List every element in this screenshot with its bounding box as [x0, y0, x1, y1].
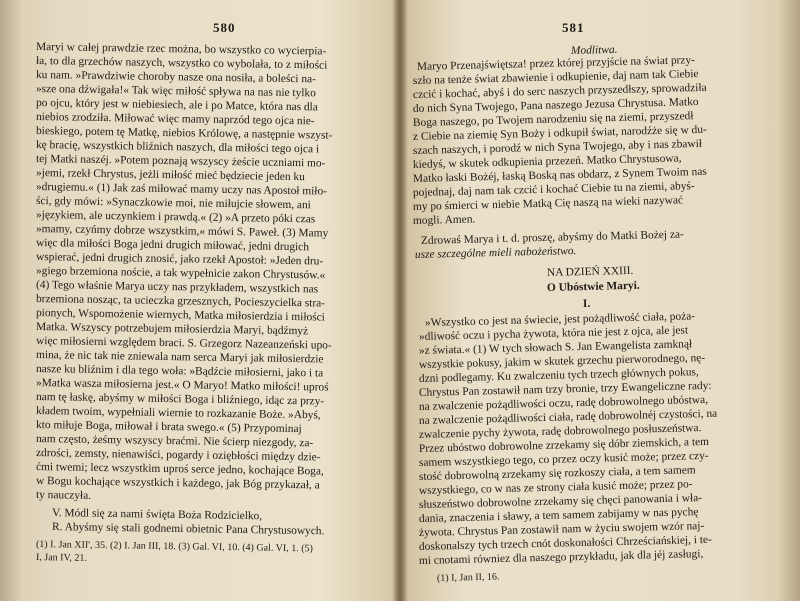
body-line: »z świata.« (1) W tych słowach S. Jan Ewangelista zamknął	[418, 338, 693, 357]
text-line: »Matka wasza miłosierna jest.« O Maryo! Matko miłości! uproś	[35, 377, 329, 394]
body-line: na zwalczenie pożądliwości ciała, radę dobrowolnéj czystości, na	[418, 407, 718, 427]
prayer-line: z Ciebie na ziemię Syn Boży i odkupił świat, narodźże się w du-	[412, 123, 707, 143]
text-line: kto miłuje Boga, miłował i brata swego.« (5) Przypominaj	[35, 419, 302, 436]
text-line: ści, gdy mówi: »Synaczkowie moi, nie miłujcie słowem, ani	[35, 195, 311, 212]
body-line: żywota. Chrystus Pan zostawił nam w życiu swojem wzór naj-	[418, 520, 705, 539]
text-line: więc dla miłości Boga jedni drugich miłować, jedni drugich	[35, 237, 310, 254]
section-mark: I.	[582, 297, 591, 310]
body-line: wszystkie pokusy, jakim w skutek grzechu pierworodnego, nę-	[418, 352, 706, 371]
text-line: Maryi w całej prawdzie rzec można, bo wszystko co wycierpia-	[35, 41, 327, 58]
text-line: kę bracię, wszystkich bliźnich naszych, dla miłości tego ojca i	[35, 139, 320, 156]
page-number-right: 581	[562, 20, 585, 35]
prayer-line: pojednaj, daj nam tak czcić i kochać Ciebie tu na ziemi, abyś-	[412, 180, 695, 199]
prayer-line: Matko łaski Bożéj, łaską Boską nas obdarz, z Synem Twoim nas	[412, 165, 707, 185]
response-line: R. Abyśmy się stali godnemi obietnic Pana Chrystusowych.	[51, 521, 325, 538]
prayer-line: czcić i kochać, abyś i do serc naszych przyszedłszy, sprowadziła	[412, 81, 707, 101]
prayer-line: Boga naszego, po Twojem narodzeniu się na ziemi, przyszedł	[412, 110, 694, 129]
footnote-line: I, Jan IV, 21.	[35, 552, 88, 564]
text-line: bieskiego, potem tę Matkę, niebios Królowę, a następnie wszyst-	[35, 125, 333, 142]
day-title: NA DZIEŃ XXIII.	[546, 264, 634, 279]
text-line: »mamy, czyńmy dobrze wszystkim,« mówi S. Paweł. (3) Mamy	[35, 223, 329, 240]
text-line: (4) Tego właśnie Marya uczy nas przykładem, wszystkich nas	[35, 279, 319, 296]
text-line: tej Matki naszéj. »Potem poznają wszyscy żeście uczniami mo-	[35, 153, 326, 170]
text-line: Matka. Wszyscy potrzebujem miłosierdzia Maryi, bądźmyż	[35, 321, 309, 338]
body-line: »dliwość oczu i pycha żywota, która nie jest z ojca, ale jest	[418, 324, 689, 343]
prayer-line: szach naszych, i porodź w nich Syna Twojego, aby i nas zbawił	[412, 137, 703, 157]
body-line: »Wszystko co jest na świecie, jest pożądliwość ciała, poża-	[424, 310, 696, 329]
body-line: dania, znaczenia i sławy, a tem samem zabijamy w nas pychę	[418, 506, 699, 525]
text-line: ty nauczyła.	[35, 489, 92, 502]
prayer-line: mogli. Amen.	[412, 213, 476, 227]
page-edge-shadow	[778, 0, 800, 601]
text-line: kładem twoim, wypełniali wiernie to rozkazanie Boże. »Abyś,	[35, 405, 321, 422]
body-line: dzni podlegamy. Ku zwalczeniu tych trzech głównych pokus,	[418, 366, 699, 385]
body-line: na zwalczenie pożądliwości oczu, radę dobrowolnego ubóstwa,	[418, 393, 709, 413]
text-line: »językiem, ale uczynkiem i prawdą.« (2) »A przeto póki czas	[35, 209, 316, 226]
body-line: Przez ubóstwo dobrowolne zrzekamy się dóbr ziemskich, a tem	[418, 435, 710, 455]
footnote-line: (1) I, Jan II, 16.	[436, 571, 500, 584]
text-line: mina, że nic tak nie zniewala nam serca Maryi jak miłosierdzie	[35, 349, 324, 366]
footnote-line: (1) I. Jan XII', 35. (2) I. Jan III, 18. (3) Gal. VI, 10. (4) Gal. VI, 1. (5)	[35, 539, 313, 555]
prayer-line: do nich Syna Twojego, Pana naszego Jezusa Chrystusa. Matko	[412, 96, 699, 115]
day-subtitle: O Ubóstwie Maryi.	[546, 279, 640, 294]
prayer-heading: Modlitwa.	[570, 43, 618, 57]
text-line: zdrości, zemsty, nienawiści, pogardy i oziębłości między dzie-	[35, 447, 321, 464]
text-line: więc miłosierni względem braci. S. Grzegorz Nazeanzeński upo-	[35, 335, 332, 352]
prayer-line: szło na tenże świat zbawienie i odkupienie, daj nam tak Ciebie	[412, 68, 699, 87]
text-line: »giego brzemiona noście, a tak wypełnicie zakon Chrystusów.«	[35, 265, 326, 282]
versicle-line: V. Módl się za nami święta Boża Rodzicielko,	[51, 507, 263, 523]
right-page	[401, 0, 800, 601]
text-line: nasze ku bliźnim i dla tego woła: »Bądźcie miłosierni, jako i ta	[35, 363, 324, 380]
text-line: ku nam. »Prawdziwie choroby nasze ona nosiła, a boleści na-	[35, 69, 317, 86]
zdrowas-line: usze szczególne mieli nabożeństwo.	[414, 245, 577, 261]
prayer-line: Maryo Przenajświętsza! przez której przyjście na świat przy-	[416, 54, 696, 73]
text-line: brzemiona nosząc, ta ucieczka grzesznych, Pocieszycielka stra-	[35, 293, 326, 310]
page-edge-shadow	[0, 0, 22, 601]
body-line: wszystkiego, co w nas ze strony ciała kusić może; przez po-	[418, 478, 693, 497]
text-line: ła, to dla grzechów naszych, wszystko co wybolała, to z miłości	[35, 55, 328, 72]
text-line: »sze ona dźwigała!« Tak więc miłość spływa na nas nie tylko	[35, 83, 316, 100]
zdrowas-line: Zdrowaś Marya i t. d. proszę, abyśmy do Matki Bożej za-	[420, 228, 684, 247]
text-line: w Bogu kochające wszystkich i każdego, jak Bóg przykazał, a	[35, 475, 320, 492]
text-line: »jemi, rzekł Chrystus, jeżli miłość mieć będziecie jeden ku	[35, 167, 305, 184]
text-line: nam tę łaskę, abyśmy w miłości Boga i bliźniego, idąc za przy-	[35, 391, 325, 408]
body-line: samem wszystkiego tego, co przez oczy kusić może; przez czy-	[418, 449, 709, 469]
text-line: niebios zrodziła. Miłować więc mamy naprzód tego ojca nie-	[35, 111, 315, 128]
page-number-left: 580	[213, 20, 236, 35]
left-page	[0, 0, 399, 601]
body-line: stość dobrowolną zrzekamy się rozkoszy ciała, a tem samem	[418, 464, 696, 483]
body-line: Chrystus Pan zostawił nam trzy bronie, trzy Ewangeliczne rady:	[418, 379, 712, 399]
body-line: doskonalszy tych trzech cnót doskonałości Chrześciańskiej, i te-	[418, 533, 712, 553]
text-line: »drugiemu.« (1) Jak zaś miłować mamy uczy nas Apostoł miło-	[35, 181, 328, 198]
prayer-line: kiedyś, w skutek odkupienia przezeń. Matko Chrystusowa,	[412, 152, 682, 171]
text-line: nam często, żeśmy wszyscy braćmi. Nie ścierp niezgody, za-	[35, 433, 314, 450]
text-line: ćmi twemi; lecz wszystkim uproś serce jedno, kochające Boga,	[35, 461, 324, 478]
body-line: zwalczenie pychy żywota, radę dobrowolnego posłuszeństwa.	[418, 422, 702, 441]
text-line: po ojcu, który jest w niebiesiech, ale i po Matce, która nas dla	[35, 97, 318, 114]
text-line: pionych, Wspomożenie wiernych, Matka miłosierdzia i miłości	[35, 307, 325, 324]
prayer-line: my po śmierci w niebie Matką Cię naszą na wieki nazywać	[412, 194, 684, 213]
text-line: wspierać, jedni drugich znosić, jako rzekł Apostoł: »Jeden dru-	[35, 251, 324, 268]
body-line: mi cnotami równiez dla naszego przykładu, jak dla jéj zasługi,	[418, 548, 704, 567]
body-line: słuszeństwo dobrowolne zrzekamy się chęci panowania i wła-	[418, 492, 703, 511]
